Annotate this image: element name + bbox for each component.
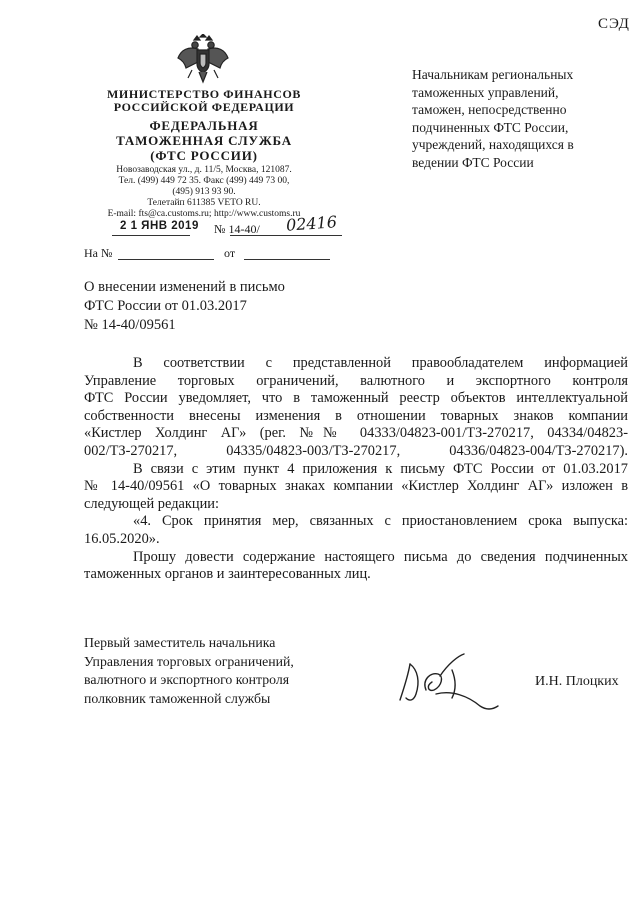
body-line: Прошу довести содержание настоящего письма до сведения подчиненных: [133, 548, 628, 565]
body-line: 002/ТЗ-270217, 04335/04823-003/ТЗ-270217, 04336/04823-004/ТЗ-270217).: [84, 442, 628, 459]
address-line: Новозаводская ул., д. 11/5, Москва, 121087.: [116, 165, 292, 175]
paragraph-amendment: [84, 461, 628, 514]
service-name-line1: ФЕДЕРАЛЬНАЯ: [149, 118, 259, 133]
body-line: собственности внесены изменения в отношении товарных знаков компании: [84, 407, 628, 424]
date-underline: [112, 235, 190, 236]
reference-date-line: [244, 259, 330, 260]
signer-title-line: валютного и экспортного контроля: [84, 672, 290, 687]
addressee-line: таможенных управлений,: [412, 84, 559, 100]
signer-name: И.Н. Плоцких: [535, 674, 619, 689]
signer-title-line: Первый заместитель начальника: [84, 635, 276, 650]
contact-details: [84, 165, 324, 220]
paragraph-request: [84, 549, 628, 584]
subject-line: О внесении изменений в письмо: [84, 279, 285, 295]
handwritten-signature-icon: [396, 650, 506, 714]
service-name: [84, 118, 324, 163]
addressee-line: таможен, непосредственно: [412, 102, 567, 117]
letterhead: [84, 88, 324, 163]
addressee-line: учреждений, находящихся в: [412, 137, 574, 152]
service-name-line3: (ФТС РОССИИ): [150, 148, 258, 163]
subject-block: [84, 278, 364, 335]
document-corner-mark: СЭД: [598, 16, 630, 32]
signer-title-line: Управления торговых ограничений,: [84, 653, 294, 669]
body-line: таможенных органов и заинтересованных лиц.: [84, 566, 371, 583]
subject-line: ФТС России от 01.03.2017: [84, 298, 247, 314]
signer-title-block: [84, 634, 364, 708]
number-underline: [230, 235, 342, 236]
email-line: E-mail: fts@ca.customs.ru; http://www.customs.ru: [107, 209, 301, 219]
signer-title-line: полковник таможенной службы: [84, 690, 271, 706]
addressee-line: ведении ФТС России: [412, 154, 534, 170]
addressee-block: [412, 66, 612, 171]
addressee-line: подчиненных ФТС России,: [412, 119, 569, 135]
phone-line: (495) 913 93 90.: [172, 187, 236, 197]
paragraph-quote: [84, 513, 628, 548]
number-label: № 14-40/: [214, 222, 260, 236]
body-line: «Кистлер Холдинг АГ» (рег. №№ 04333/04823-001/ТЗ-270217, 04334/04823-: [84, 425, 628, 442]
addressee-line: Начальникам региональных: [412, 67, 574, 82]
body-line: Управление торговых ограничений, валютного и экспортного контроля: [84, 372, 628, 389]
body-line: ФТС России уведомляет, что в таможенный реестр объектов интеллектуальной: [84, 390, 628, 407]
reference-row: [84, 246, 354, 266]
reference-number-line: [118, 259, 214, 260]
date-stamp: 2 1 ЯНВ 2019: [120, 220, 199, 232]
ministry-name-line2: РОССИЙСКОЙ ФЕДЕРАЦИИ: [113, 100, 295, 114]
reference-number-label: На №: [84, 246, 113, 260]
reference-date-label: от: [224, 246, 236, 260]
service-name-line2: ТАМОЖЕННАЯ СЛУЖБА: [116, 133, 292, 148]
double-headed-eagle-icon: [176, 34, 230, 86]
body-line: В соответствии с представленной правообладателем информацией: [133, 355, 628, 371]
letter-body: [84, 355, 628, 584]
body-line: следующей редакции:: [84, 495, 219, 512]
ministry-name-line1: МИНИСТЕРСТВО ФИНАНСОВ: [106, 87, 302, 101]
teletype-line: Телетайп 611385 VETO RU.: [147, 198, 261, 208]
handwritten-number: 02416: [285, 212, 338, 235]
body-line: № 14-40/09561 «О товарных знаках компании «Кистлер Холдинг АГ» изложен в: [84, 478, 628, 495]
subject-line: № 14-40/09561: [84, 317, 176, 333]
paragraph-notice: [84, 355, 628, 461]
body-line: «4. Срок принятия мер, связанных с приостановлением срока выпуска:: [133, 513, 628, 530]
body-line: 16.05.2020».: [84, 530, 160, 547]
body-line: В связи с этим пункт 4 приложения к письму ФТС России от 01.03.2017: [133, 460, 628, 477]
phone-line: Тел. (499) 449 72 35. Факс (499) 449 73 00,: [118, 176, 290, 186]
